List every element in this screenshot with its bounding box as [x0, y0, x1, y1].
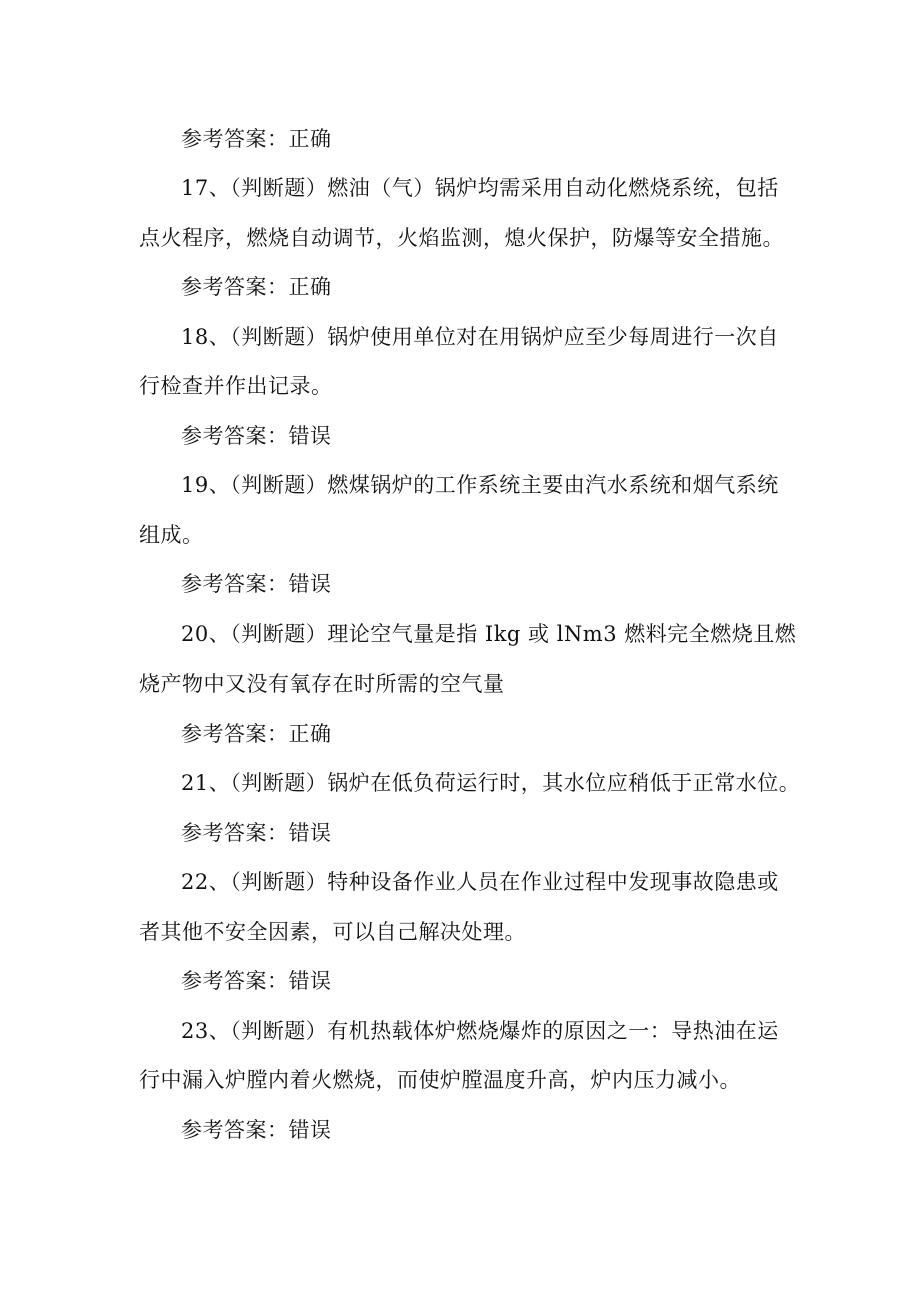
- question-21-line-1: 21、（判断题）锅炉在低负荷运行时，其水位应稍低于正常水位。: [181, 771, 801, 795]
- answer-label: 参考答案：: [181, 821, 289, 845]
- answer-label: 参考答案：: [181, 275, 289, 299]
- question-22-line-1: 22、（判断题）特种设备作业人员在作业过程中发现事故隐患或: [181, 870, 779, 894]
- answer-line: [181, 569, 332, 599]
- answer-value: 正确: [288, 275, 332, 299]
- question-19-line-1: 19、（判断题）燃煤锅炉的工作系统主要由汽水系统和烟气系统: [181, 473, 779, 497]
- answer-value: 错误: [288, 424, 332, 448]
- answer-label: 参考答案：: [181, 969, 289, 993]
- answer-label: 参考答案：: [181, 127, 289, 151]
- question-23-line-1: 23、（判断题）有机热载体炉燃烧爆炸的原因之一：导热油在运: [181, 1019, 779, 1043]
- answer-value: 错误: [288, 572, 332, 596]
- answer-value: 错误: [288, 1118, 332, 1142]
- answer-value: 正确: [288, 722, 332, 746]
- answer-line: [181, 124, 332, 154]
- answer-line: [181, 719, 332, 749]
- question-18-line-1: 18、（判断题）锅炉使用单位对在用锅炉应至少每周进行一次自: [181, 325, 779, 349]
- answer-line: [181, 966, 332, 996]
- answer-line: [181, 421, 332, 451]
- question-19-line-2: 组成。: [139, 523, 204, 547]
- answer-label: 参考答案：: [181, 424, 289, 448]
- answer-value: 错误: [288, 821, 332, 845]
- question-20-line-2: 烧产物中又没有氧存在时所需的空气量: [139, 672, 505, 696]
- answer-label: 参考答案：: [181, 572, 289, 596]
- answer-value: 正确: [288, 127, 332, 151]
- answer-line: [181, 1115, 332, 1145]
- question-23-line-2: 行中漏入炉膛内着火燃烧，而使炉膛温度升高，炉内压力减小。: [139, 1068, 741, 1092]
- question-22-line-2: 者其他不安全因素，可以自己解决处理。: [139, 920, 526, 944]
- answer-line: [181, 818, 332, 848]
- question-17-line-1: 17、（判断题）燃油（气）锅炉均需采用自动化燃烧系统，包括: [181, 176, 779, 200]
- answer-label: 参考答案：: [181, 1118, 289, 1142]
- question-17-line-2: 点火程序，燃烧自动调节，火焰监测，熄火保护，防爆等安全措施。: [139, 226, 784, 250]
- answer-label: 参考答案：: [181, 722, 289, 746]
- question-18-line-2: 行检查并作出记录。: [139, 374, 333, 398]
- answer-line: [181, 272, 332, 302]
- question-20-line-1: 20、（判断题）理论空气量是指 Ikg 或 lNm3 燃料完全燃烧且燃: [181, 622, 797, 646]
- answer-value: 错误: [288, 969, 332, 993]
